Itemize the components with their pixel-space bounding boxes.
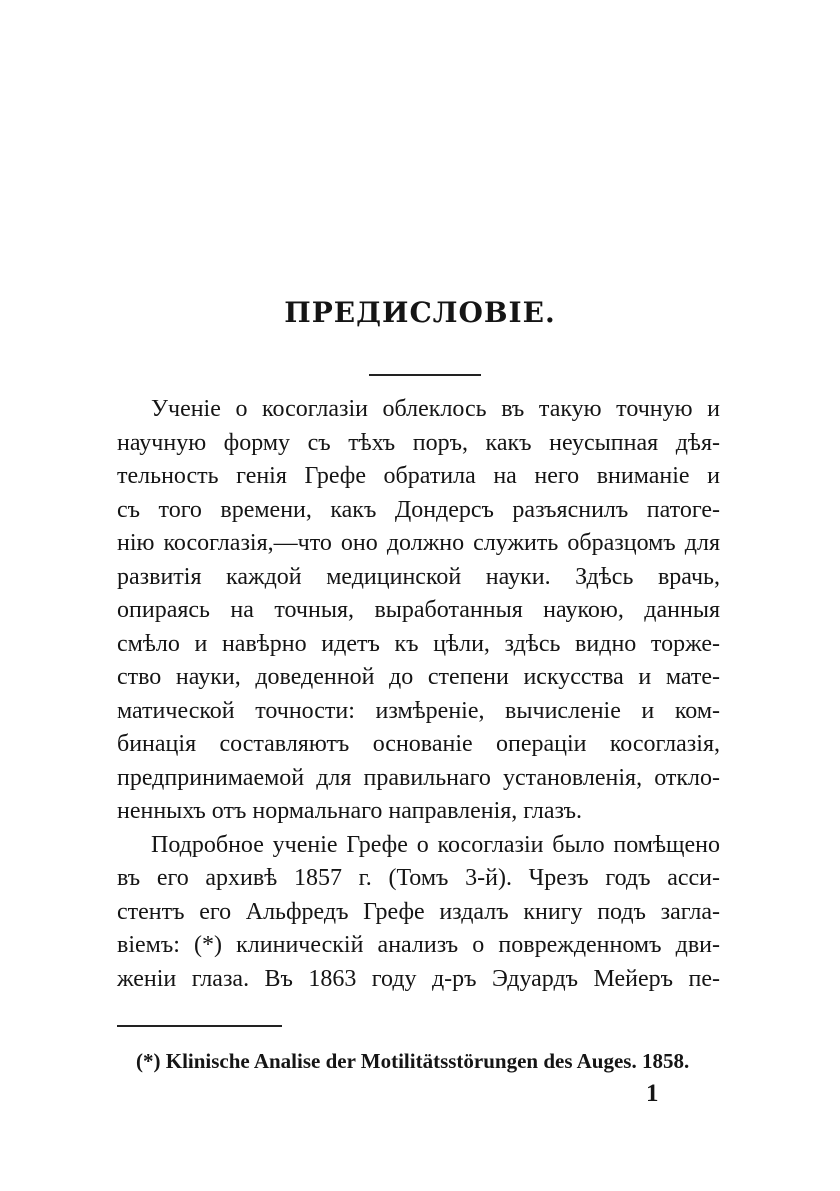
text-line: ство науки, доведенной до степени искусства и мате-: [117, 664, 720, 690]
text-line: развитія каждой медицинской науки. Здѣсь врачь,: [117, 563, 720, 590]
page-number: 1: [646, 1080, 659, 1107]
text-line: женіи глаза. Въ 1863 году д-ръ Эдуардъ Мейеръ пе-: [117, 965, 720, 992]
text-line: ненныхъ отъ нормальнаго направленія, глазъ.: [117, 798, 583, 824]
text-line: смѣло и навѣрно идетъ къ цѣли, здѣсь видно торже-: [117, 630, 720, 657]
text-line: бинація составляютъ основаніе операціи косоглазія,: [117, 731, 720, 757]
text-line: віемъ: (*) клиническій анализъ о поврежденномъ дви-: [117, 932, 720, 958]
text-line: тельность генія Грефе обратила на него вниманіе и: [117, 463, 720, 489]
text-line: научную форму съ тѣхъ поръ, какъ неусыпная дѣя-: [117, 429, 720, 456]
text-line: предпринимаемой для правильнаго установленія, откло-: [117, 764, 720, 791]
text-line: Ученіе о косоглазіи облеклось въ такую точную и: [151, 396, 720, 422]
footnote: (*) Klinische Analise der Motilitätsstörungen des Auges. 1858.: [136, 1049, 690, 1073]
text-line: опираясь на точныя, выработанныя наукою, данныя: [117, 597, 720, 623]
text-line: Подробное ученіе Грефе о косоглазіи было помѣщено: [151, 831, 720, 858]
text-line: съ того времени, какъ Дондерсъ разъяснилъ патоге-: [117, 496, 720, 523]
body-text: [117, 393, 720, 996]
text-line: въ его архивѣ 1857 г. (Томъ 3-й). Чрезъ годъ асси-: [117, 865, 720, 891]
text-line: матической точности: измѣреніе, вычисленіе и ком-: [117, 697, 720, 724]
title-divider: [369, 374, 481, 376]
page-title: ПРЕДИСЛОВІЕ.: [284, 296, 556, 329]
footnote-divider: [117, 1025, 282, 1027]
text-line: стентъ его Альфредъ Грефе издалъ книгу подъ загла-: [117, 898, 720, 925]
text-line: нію косоглазія,—что оно должно служить образцомъ для: [117, 530, 720, 556]
